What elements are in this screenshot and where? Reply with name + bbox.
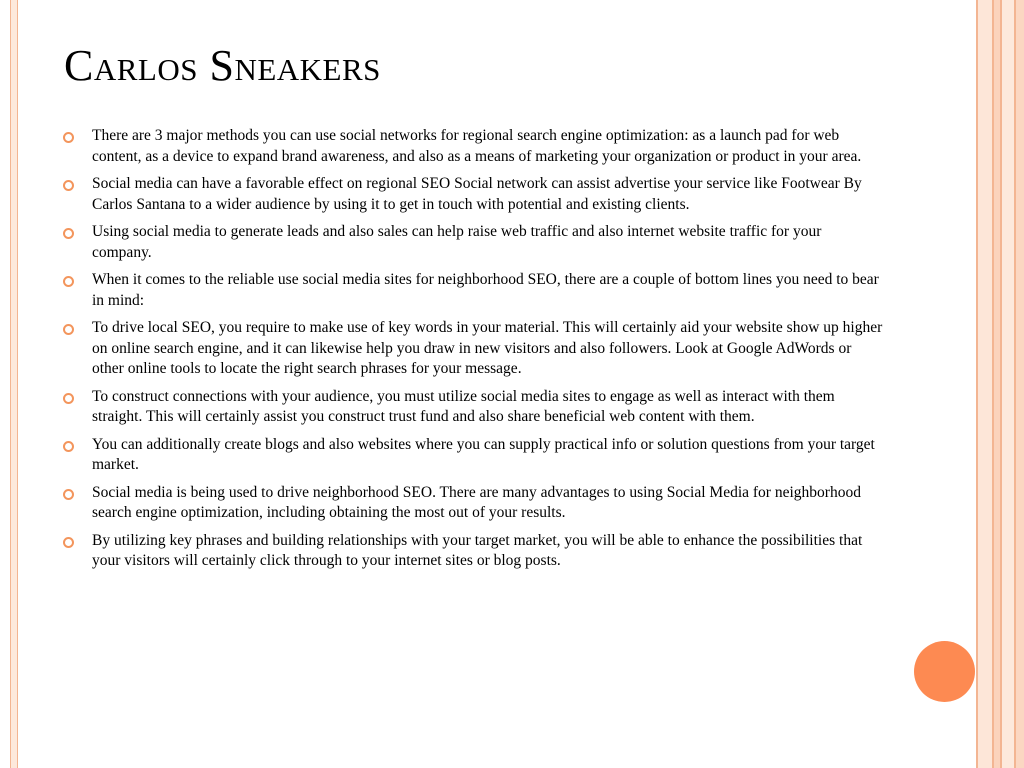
- bullet-text: Social media is being used to drive neighborhood SEO. There are many advantages to using Social Media for neighborhood search engine optimization, including obtaining the most out of your results.: [92, 483, 861, 521]
- bullet-text: Using social media to generate leads and also sales can help raise web traffic and also internet website traffic for your company.: [92, 223, 822, 261]
- bullet-text: To drive local SEO, you require to make use of key words in your material. This will certainly aid your website show up higher on online search engine, and it can likewise help you draw in new visitors and also followers. Look at Google AdWords or other online tools to locate the right search phrases for your message.: [92, 319, 883, 377]
- bullet-text: Social media can have a favorable effect on regional SEO Social network can assist advertise your service like Footwear By Carlos Santana to a wider audience by using it to get in touch with potential and existing clients.: [92, 175, 862, 213]
- bullet-text: You can additionally create blogs and also websites where you can supply practical info or solution questions from your target market.: [92, 435, 875, 473]
- list-item: [63, 435, 883, 476]
- list-item: [63, 531, 883, 572]
- bullet-list: [63, 126, 883, 579]
- right-decorative-stripes: [976, 0, 1024, 768]
- list-item: [63, 318, 883, 380]
- list-item: [63, 483, 883, 524]
- list-item: [63, 270, 883, 311]
- hollow-circle-bullet-icon: [63, 276, 74, 287]
- bullet-text: By utilizing key phrases and building relationships with your target market, you will be able to enhance the possibilities that your visitors will certainly click through to your internet sites or blog posts.: [92, 531, 863, 569]
- bullet-text: When it comes to the reliable use social media sites for neighborhood SEO, there are a couple of bottom lines you need to bear in mind:: [92, 271, 879, 309]
- hollow-circle-bullet-icon: [63, 228, 74, 239]
- hollow-circle-bullet-icon: [63, 180, 74, 191]
- left-frame-border: [10, 0, 18, 768]
- stripe-band: [978, 0, 992, 768]
- slide-title: Carlos Sneakers: [64, 41, 381, 90]
- hollow-circle-bullet-icon: [63, 132, 74, 143]
- bullet-text: To construct connections with your audience, you must utilize social media sites to engage as well as interact with them straight. This will certainly assist you construct trust fund and also share beneficial web content with them.: [92, 387, 835, 425]
- list-item: [63, 174, 883, 215]
- hollow-circle-bullet-icon: [63, 324, 74, 335]
- bullet-text: There are 3 major methods you can use social networks for regional search engine optimization: as a launch pad for web content, as a device to expand brand awareness, and also as a means of marketing your organization or product in your area.: [92, 127, 862, 165]
- hollow-circle-bullet-icon: [63, 537, 74, 548]
- hollow-circle-bullet-icon: [63, 441, 74, 452]
- hollow-circle-bullet-icon: [63, 489, 74, 500]
- list-item: [63, 126, 883, 167]
- hollow-circle-bullet-icon: [63, 393, 74, 404]
- stripe-band: [1016, 0, 1024, 768]
- stripe-band: [1002, 0, 1014, 768]
- orange-circle-icon: [914, 641, 975, 702]
- list-item: [63, 222, 883, 263]
- list-item: [63, 387, 883, 428]
